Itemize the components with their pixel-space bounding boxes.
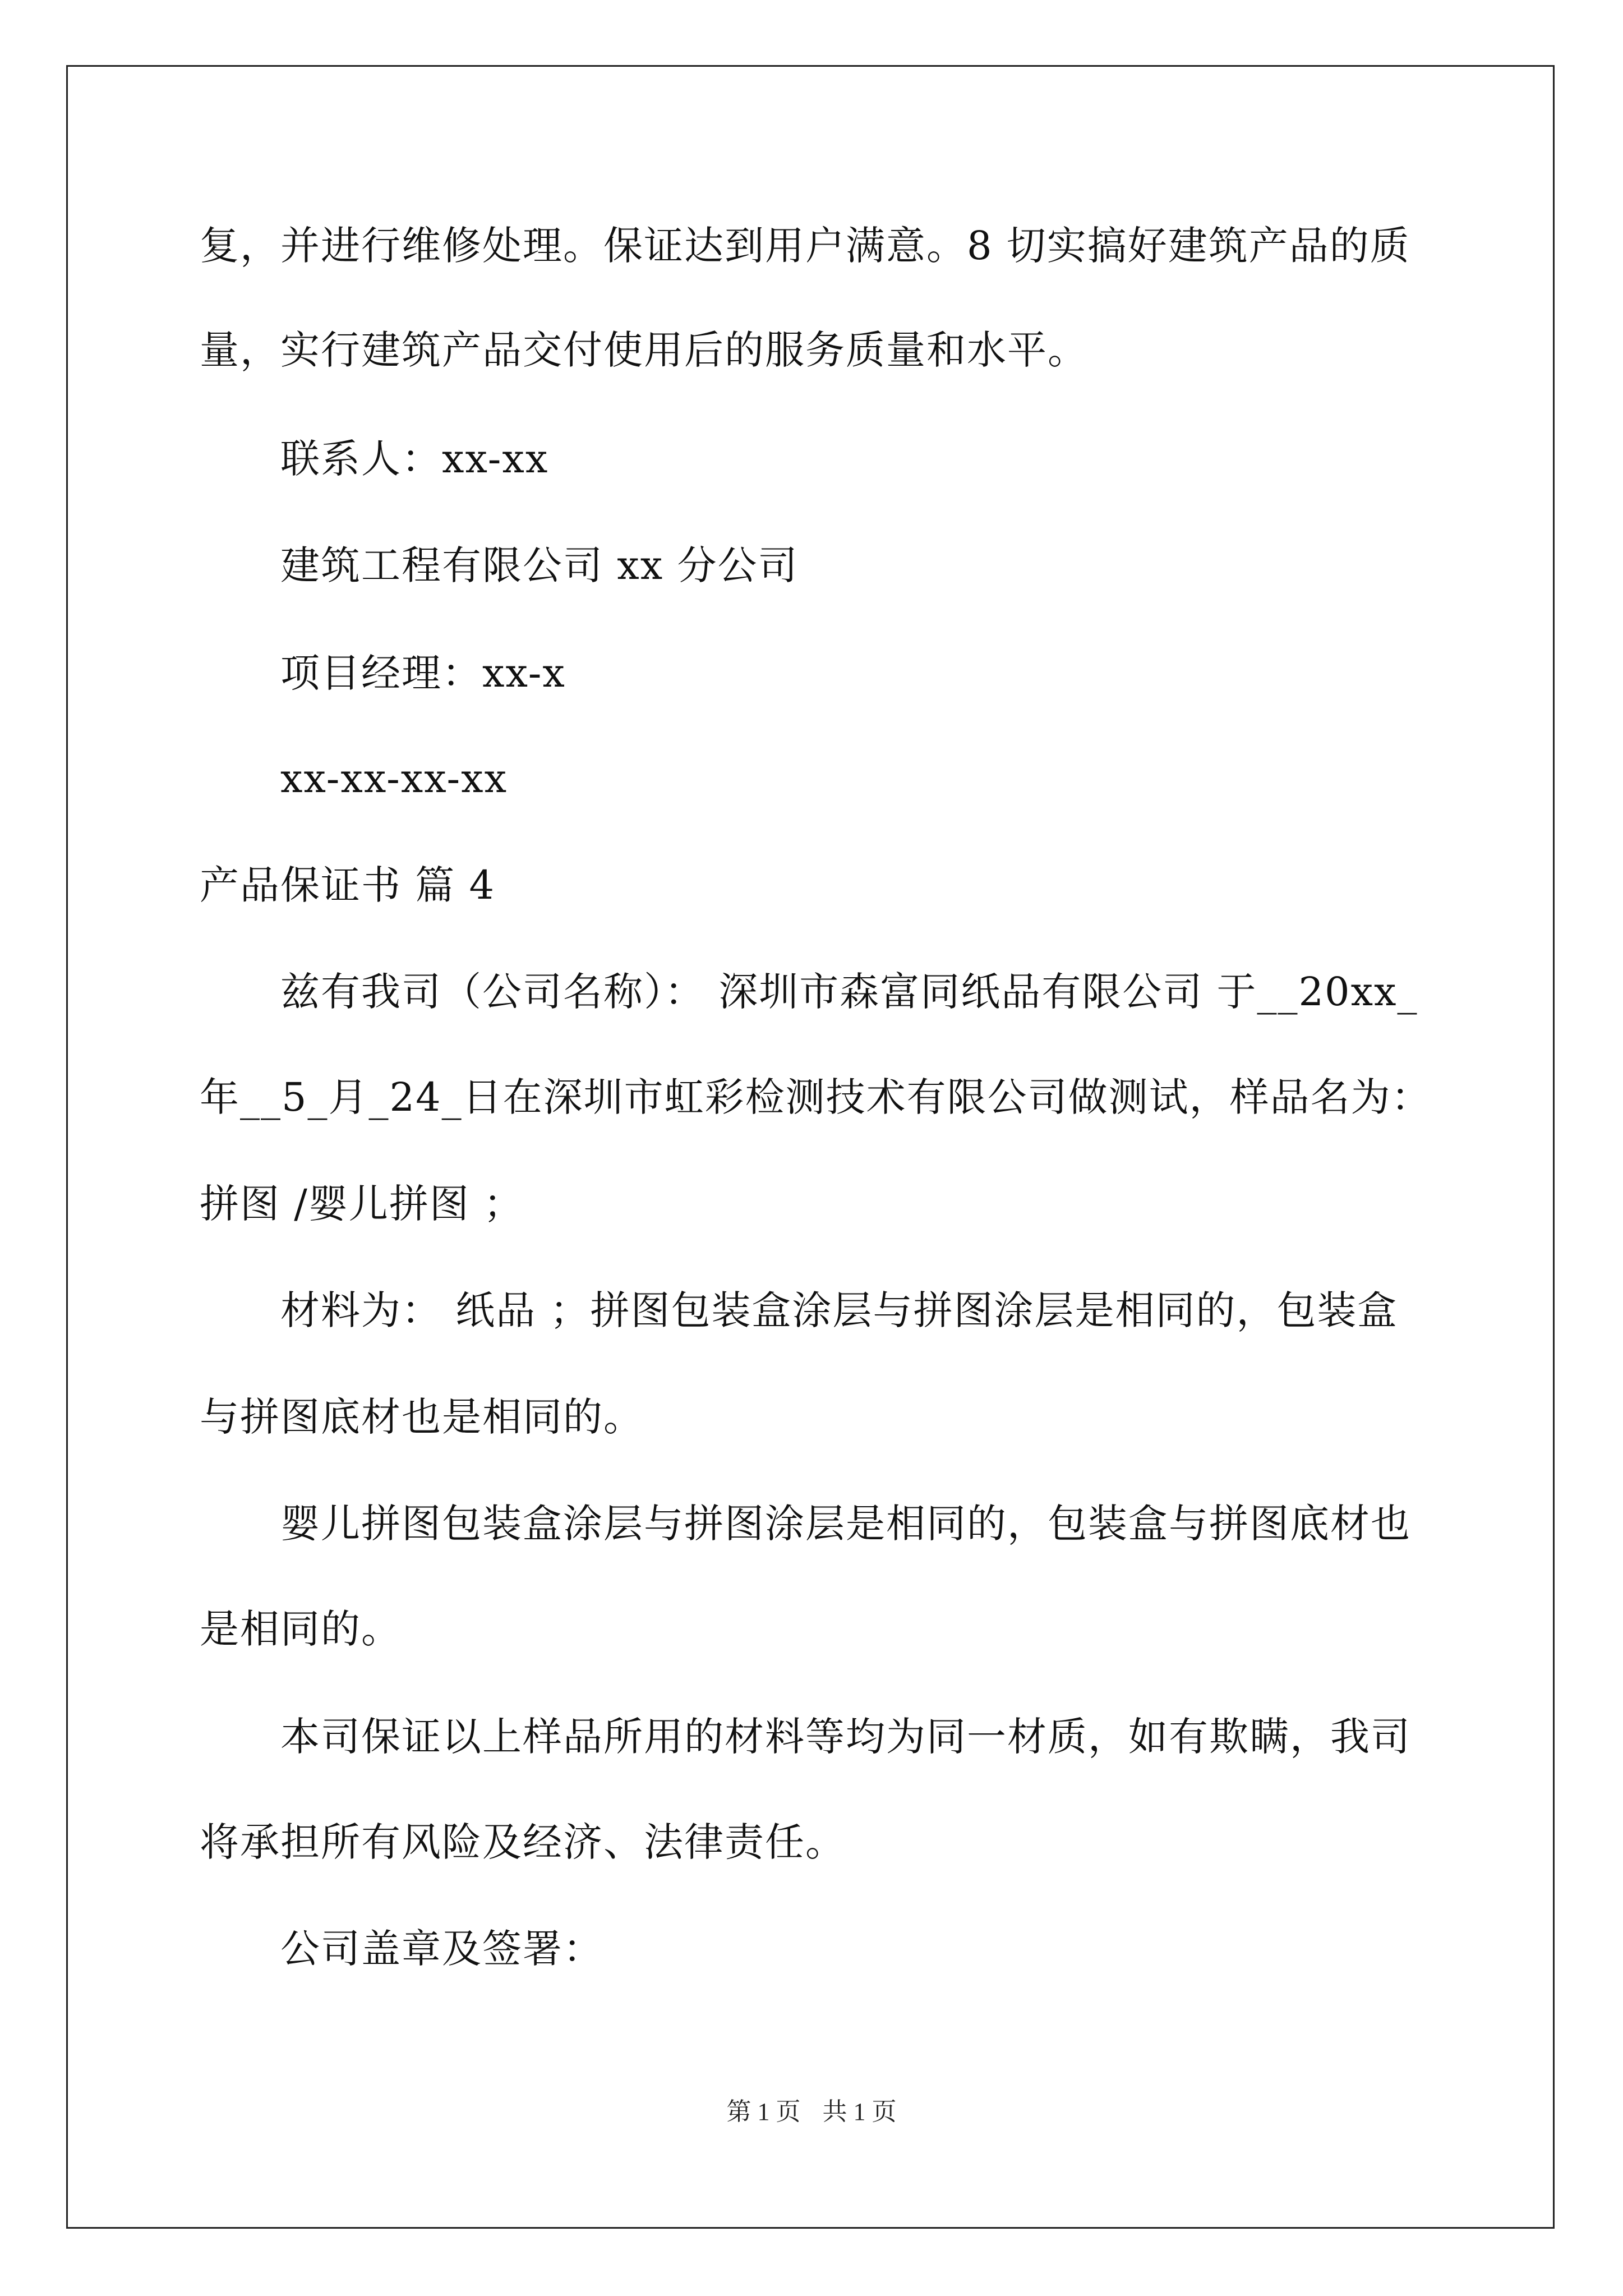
paragraph-line: 兹有我司（公司名称）： 深圳市森富同纸品有限公司 于__20xx_ xyxy=(280,969,1418,1015)
page-frame xyxy=(66,65,1555,2229)
page-footer xyxy=(0,2095,1623,2129)
paragraph-line: 婴儿拼图包装盒涂层与拼图涂层是相同的，包装盒与拼图底材也 xyxy=(280,1501,1411,1547)
date-line: xx-xx-xx-xx xyxy=(280,756,508,802)
contact-person: 联系人：xx-xx xyxy=(280,436,549,482)
signature-label: 公司盖章及签署： xyxy=(280,1926,603,1972)
paragraph-line: 是相同的。 xyxy=(200,1606,402,1652)
paragraph-line: 本司保证以上样品所用的材料等均为同一材质，如有欺瞒，我司 xyxy=(280,1714,1411,1760)
paragraph-line: 拼图 /婴儿拼图 ； xyxy=(200,1181,524,1227)
paragraph-line: 与拼图底材也是相同的。 xyxy=(200,1394,644,1440)
paragraph-line: 量，实行建筑产品交付使用后的服务质量和水平。 xyxy=(200,327,1088,373)
section-heading: 产品保证书 篇 4 xyxy=(200,862,496,908)
paragraph-line: 复，并进行维修处理。保证达到用户满意。8 切实搞好建筑产品的质 xyxy=(200,223,1410,269)
company-name: 建筑工程有限公司 xx 分公司 xyxy=(280,542,799,588)
page-total: 共 1 页 xyxy=(822,2098,897,2125)
paragraph-line: 将承担所有风险及经济、法律责任。 xyxy=(200,1819,846,1865)
paragraph-line: 年__5_月_24_日在深圳市虹彩检测技术有限公司做测试，样品名为： xyxy=(200,1074,1432,1120)
paragraph-line: 材料为： 纸品 ；拼图包装盒涂层与拼图涂层是相同的，包装盒 xyxy=(280,1287,1398,1333)
page-number: 第 1 页 xyxy=(726,2098,801,2125)
project-manager: 项目经理：xx-x xyxy=(280,650,566,696)
